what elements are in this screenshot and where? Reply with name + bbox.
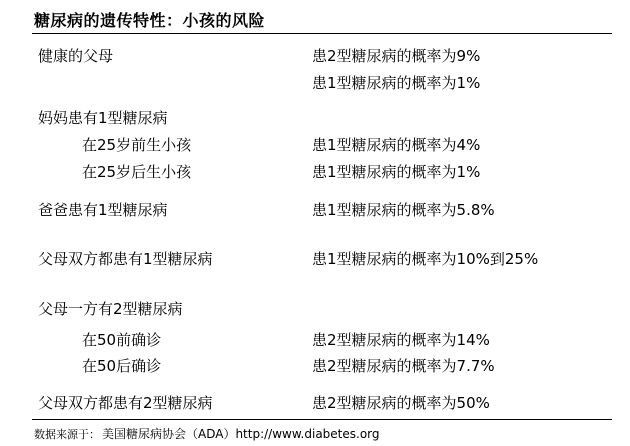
row-value: 患2型糖尿病的概率为14% xyxy=(312,330,490,349)
row-label: 在50后确诊 xyxy=(82,356,162,375)
table-row xyxy=(0,295,630,321)
table-row xyxy=(0,131,630,157)
row-value: 患2型糖尿病的概率为50% xyxy=(312,393,490,412)
row-value: 患1型糖尿病的概率为1% xyxy=(312,73,481,92)
source-note xyxy=(34,425,380,442)
table-row xyxy=(0,245,630,271)
row-value: 患1型糖尿病的概率为5.8% xyxy=(312,200,495,219)
table-row xyxy=(0,104,630,130)
table-row xyxy=(0,389,630,415)
risk-table xyxy=(0,36,630,412)
row-label: 在25岁前生小孩 xyxy=(82,135,192,154)
row-label: 妈妈患有1型糖尿病 xyxy=(38,108,168,127)
row-label: 在25岁后生小孩 xyxy=(82,162,192,181)
source-label: 数据来源于： xyxy=(34,428,100,441)
row-label: 父母双方都患有2型糖尿病 xyxy=(38,393,213,412)
row-value: 患1型糖尿病的概率为1% xyxy=(312,162,481,181)
row-label: 父母一方有2型糖尿病 xyxy=(38,299,183,318)
row-label: 健康的父母 xyxy=(38,46,114,65)
row-label: 在50前确诊 xyxy=(82,330,162,349)
table-row xyxy=(0,69,630,95)
row-value: 患1型糖尿病的概率为4% xyxy=(312,135,481,154)
page-title: 糖尿病的遗传特性：小孩的风险 xyxy=(34,11,266,30)
table-row xyxy=(0,158,630,184)
source-text: 美国糖尿病协会（ADA）http://www.diabetes.org xyxy=(102,427,380,441)
row-value: 患1型糖尿病的概率为10%到25% xyxy=(312,249,539,268)
table-row xyxy=(0,352,630,378)
footer-divider xyxy=(32,419,612,420)
table-row xyxy=(0,326,630,352)
table-row xyxy=(0,42,630,68)
row-label: 爸爸患有1型糖尿病 xyxy=(38,200,168,219)
table-row xyxy=(0,196,630,222)
row-value: 患2型糖尿病的概率为9% xyxy=(312,46,481,65)
row-label: 父母双方都患有1型糖尿病 xyxy=(38,249,213,268)
row-value: 患2型糖尿病的概率为7.7% xyxy=(312,356,495,375)
title-divider xyxy=(32,33,612,34)
